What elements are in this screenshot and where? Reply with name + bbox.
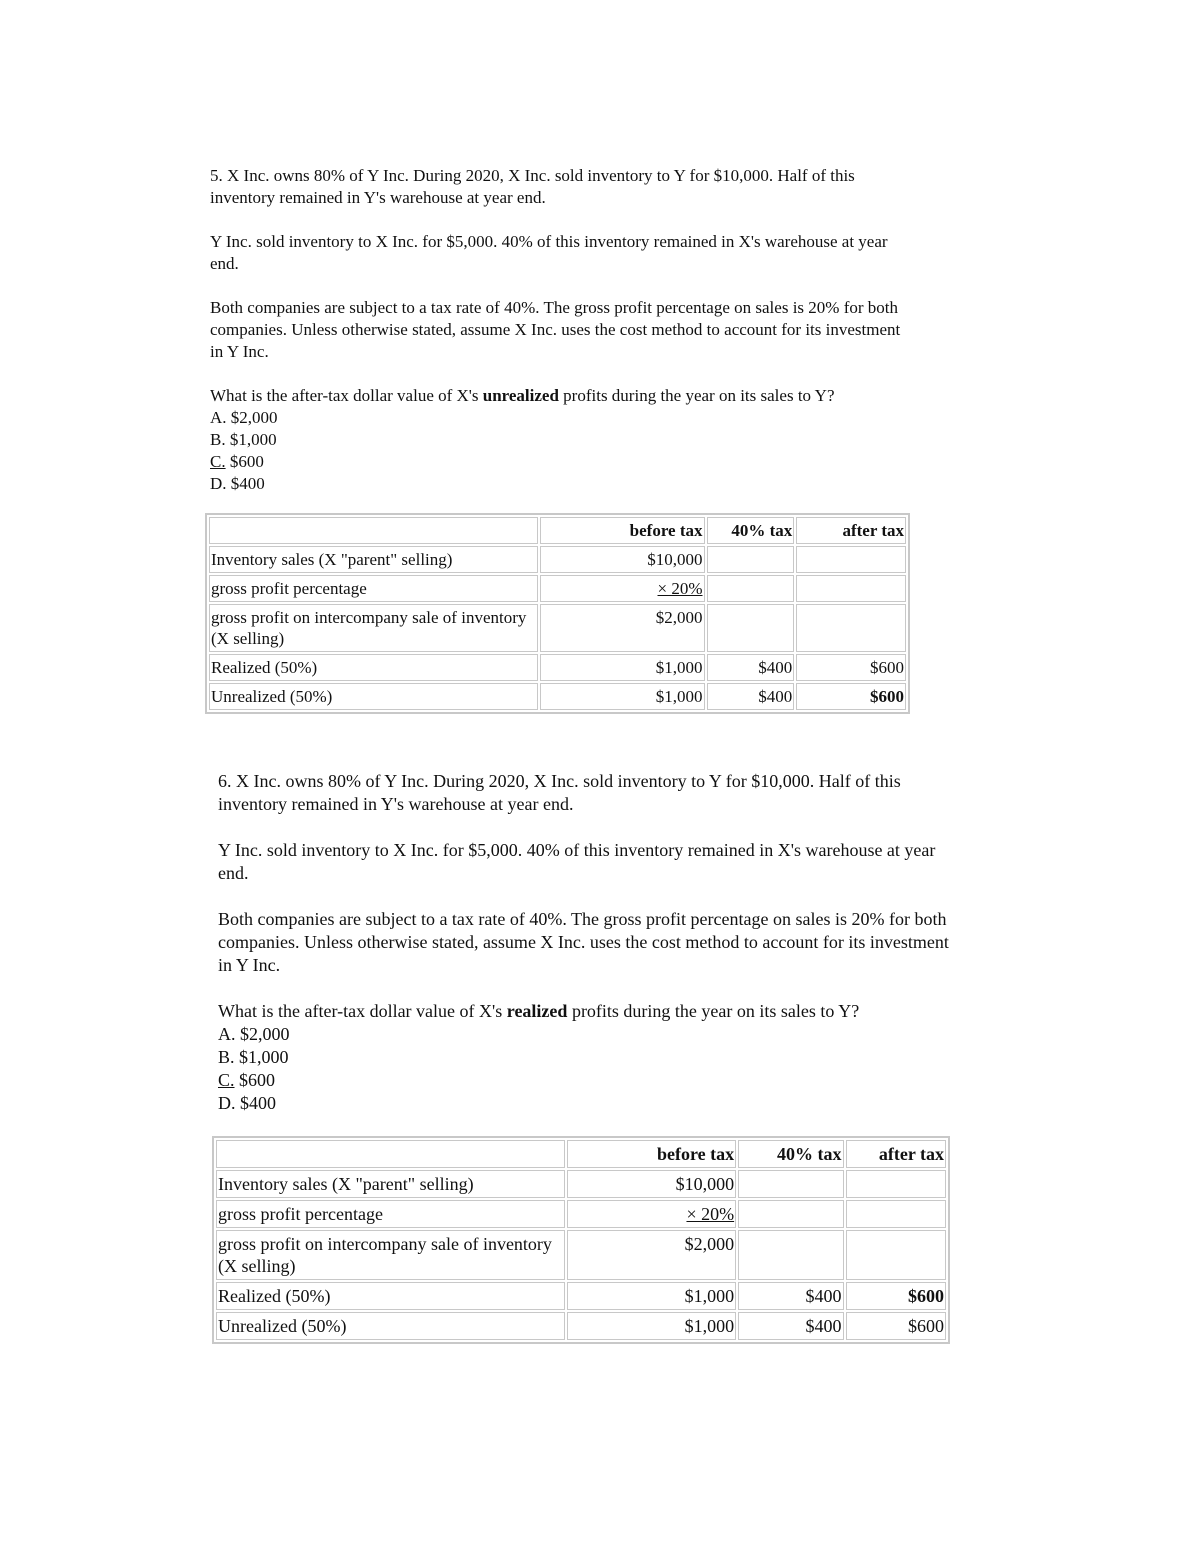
row-label: Inventory sales (X "parent" selling) [209,546,538,573]
row-label: Realized (50%) [216,1282,565,1310]
table-row [209,654,906,681]
after-tax-value-highlighted: $600 [796,683,906,710]
row-label: gross profit percentage [209,575,538,602]
row-label: Unrealized (50%) [209,683,538,710]
table-row [209,604,906,652]
choice-c-marked[interactable]: C. $600 [218,1070,276,1090]
after-tax-value: $600 [796,654,906,681]
choice-c-marked[interactable]: C. $600 [210,452,264,471]
tax-value: $400 [738,1282,843,1310]
question-6-table [212,1136,950,1344]
before-tax-value: × 20% [657,579,703,598]
question-6-keyword: realized [506,1001,568,1021]
header-after-tax: after tax [796,517,906,544]
table-row [216,1230,946,1280]
table-row [216,1170,946,1198]
question-5-choices [210,407,910,495]
before-tax-value: $1,000 [540,654,705,681]
table-header-row [216,1140,946,1168]
after-tax-value [846,1200,946,1228]
before-tax-value: × 20% [686,1204,735,1224]
choice-d[interactable]: D. $400 [210,474,265,493]
table-row [216,1282,946,1310]
question-5-keyword: unrealized [482,386,559,405]
tax-value [738,1200,843,1228]
table-row [216,1200,946,1228]
choice-b[interactable]: B. $1,000 [210,430,277,449]
table-row [216,1312,946,1340]
header-before-tax: before tax [540,517,705,544]
row-label: gross profit on intercompany sale of inventory (X selling) [216,1230,565,1280]
table-row [209,575,906,602]
tax-value [738,1170,843,1198]
question-5-para-3: Both companies are subject to a tax rate of 40%. The gross profit percentage on sales is 20% for both companies. Unless otherwise stated, assume X Inc. uses the cost method to account for its investment in Y Inc. [210,298,901,361]
choice-b[interactable]: B. $1,000 [218,1047,289,1067]
before-tax-value: $10,000 [567,1170,736,1198]
choice-a[interactable]: A. $2,000 [210,408,278,427]
table-header-row [209,517,906,544]
before-tax-value: $2,000 [540,604,705,652]
tax-value [707,575,795,602]
after-tax-value: $600 [846,1312,946,1340]
tax-value: $400 [707,683,795,710]
after-tax-value-highlighted: $600 [846,1282,946,1310]
row-label: Unrealized (50%) [216,1312,565,1340]
row-label: gross profit on intercompany sale of inventory (X selling) [209,604,538,652]
question-5 [210,165,910,495]
question-5-para-1: 5. X Inc. owns 80% of Y Inc. During 2020, X Inc. sold inventory to Y for $10,000. Half of this inventory remained in Y's warehouse at year end. [210,166,855,207]
after-tax-value [846,1170,946,1198]
question-6 [218,770,958,1115]
header-tax: 40% tax [738,1140,843,1168]
question-5-prompt: What is the after-tax dollar value of X's unrealized profits during the year on its sales to Y? [210,386,835,405]
tax-value [707,546,795,573]
tax-value [738,1230,843,1280]
header-cell-empty [209,517,538,544]
tax-value: $400 [738,1312,843,1340]
row-label: Realized (50%) [209,654,538,681]
after-tax-value [846,1230,946,1280]
header-after-tax: after tax [846,1140,946,1168]
row-label: gross profit percentage [216,1200,565,1228]
question-5-para-2: Y Inc. sold inventory to X Inc. for $5,000. 40% of this inventory remained in X's warehouse at year end. [210,232,888,273]
table-row [209,546,906,573]
question-5-table [205,513,910,714]
after-tax-value [796,546,906,573]
row-label: Inventory sales (X "parent" selling) [216,1170,565,1198]
header-tax: 40% tax [707,517,795,544]
tax-value: $400 [707,654,795,681]
table-row [209,683,906,710]
before-tax-value: $10,000 [540,546,705,573]
after-tax-value [796,575,906,602]
question-6-para-2: Y Inc. sold inventory to X Inc. for $5,000. 40% of this inventory remained in X's warehouse at year end. [218,840,936,883]
question-6-choices [218,1023,958,1115]
choice-a[interactable]: A. $2,000 [218,1024,290,1044]
before-tax-value: $1,000 [540,683,705,710]
question-6-para-1: 6. X Inc. owns 80% of Y Inc. During 2020, X Inc. sold inventory to Y for $10,000. Half of this inventory remained in Y's warehouse at year end. [218,771,901,814]
after-tax-value [796,604,906,652]
before-tax-value: $2,000 [567,1230,736,1280]
header-cell-empty [216,1140,565,1168]
header-before-tax: before tax [567,1140,736,1168]
question-6-prompt: What is the after-tax dollar value of X's realized profits during the year on its sales to Y? [218,1001,860,1021]
question-6-para-3: Both companies are subject to a tax rate of 40%. The gross profit percentage on sales is 20% for both companies. Unless otherwise stated, assume X Inc. uses the cost method to account for its investment in Y Inc. [218,909,949,975]
choice-d[interactable]: D. $400 [218,1093,276,1113]
tax-value [707,604,795,652]
before-tax-value: $1,000 [567,1312,736,1340]
before-tax-value: $1,000 [567,1282,736,1310]
